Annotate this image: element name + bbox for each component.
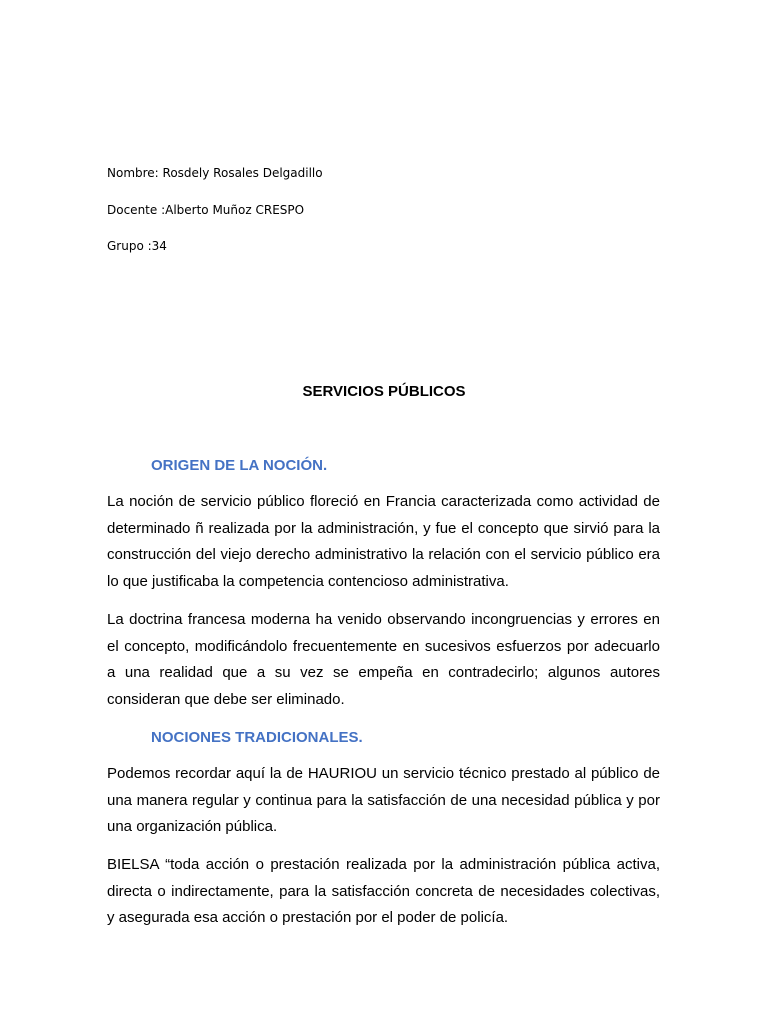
group-line: Grupo :34: [107, 239, 167, 253]
paragraph: Podemos recordar aquí la de HAURIOU un servicio técnico prestado al público de una manera regular y continua para la satisfacción de una necesidad pública y por una organización pública.: [107, 765, 660, 836]
section-heading-origen: ORIGEN DE LA NOCIÓN.: [151, 457, 328, 474]
paragraph: BIELSA “toda acción o prestación realizada por la administración pública activa, directa o indirectamente, para la satisfacción concreta de necesidades colectivas, y asegurada esa acción o prestación por el poder de policía.: [107, 856, 660, 927]
student-name-line: Nombre: Rosdely Rosales Delgadillo: [107, 166, 323, 180]
section-heading-nociones: NOCIONES TRADICIONALES.: [151, 729, 363, 746]
paragraph: La noción de servicio público floreció en Francia caracterizada como actividad de determinado ñ realizada por la administración, y fue el concepto que sirvió para la construcción del viejo derecho administrativo la relación con el servicio público era lo que justificaba la competencia contencioso administrativa.: [107, 493, 660, 591]
teacher-line: Docente :Alberto Muñoz CRESPO: [107, 203, 305, 217]
document-title: SERVICIOS PÚBLICOS: [302, 383, 466, 400]
paragraph: La doctrina francesa moderna ha venido observando incongruencias y errores en el concepto, modificándolo frecuentemente en sucesivos esfuerzos por adecuarlo a una realidad que a su vez se empeña en contradecirlo; algunos autores consideran que debe ser eliminado.: [107, 611, 660, 709]
